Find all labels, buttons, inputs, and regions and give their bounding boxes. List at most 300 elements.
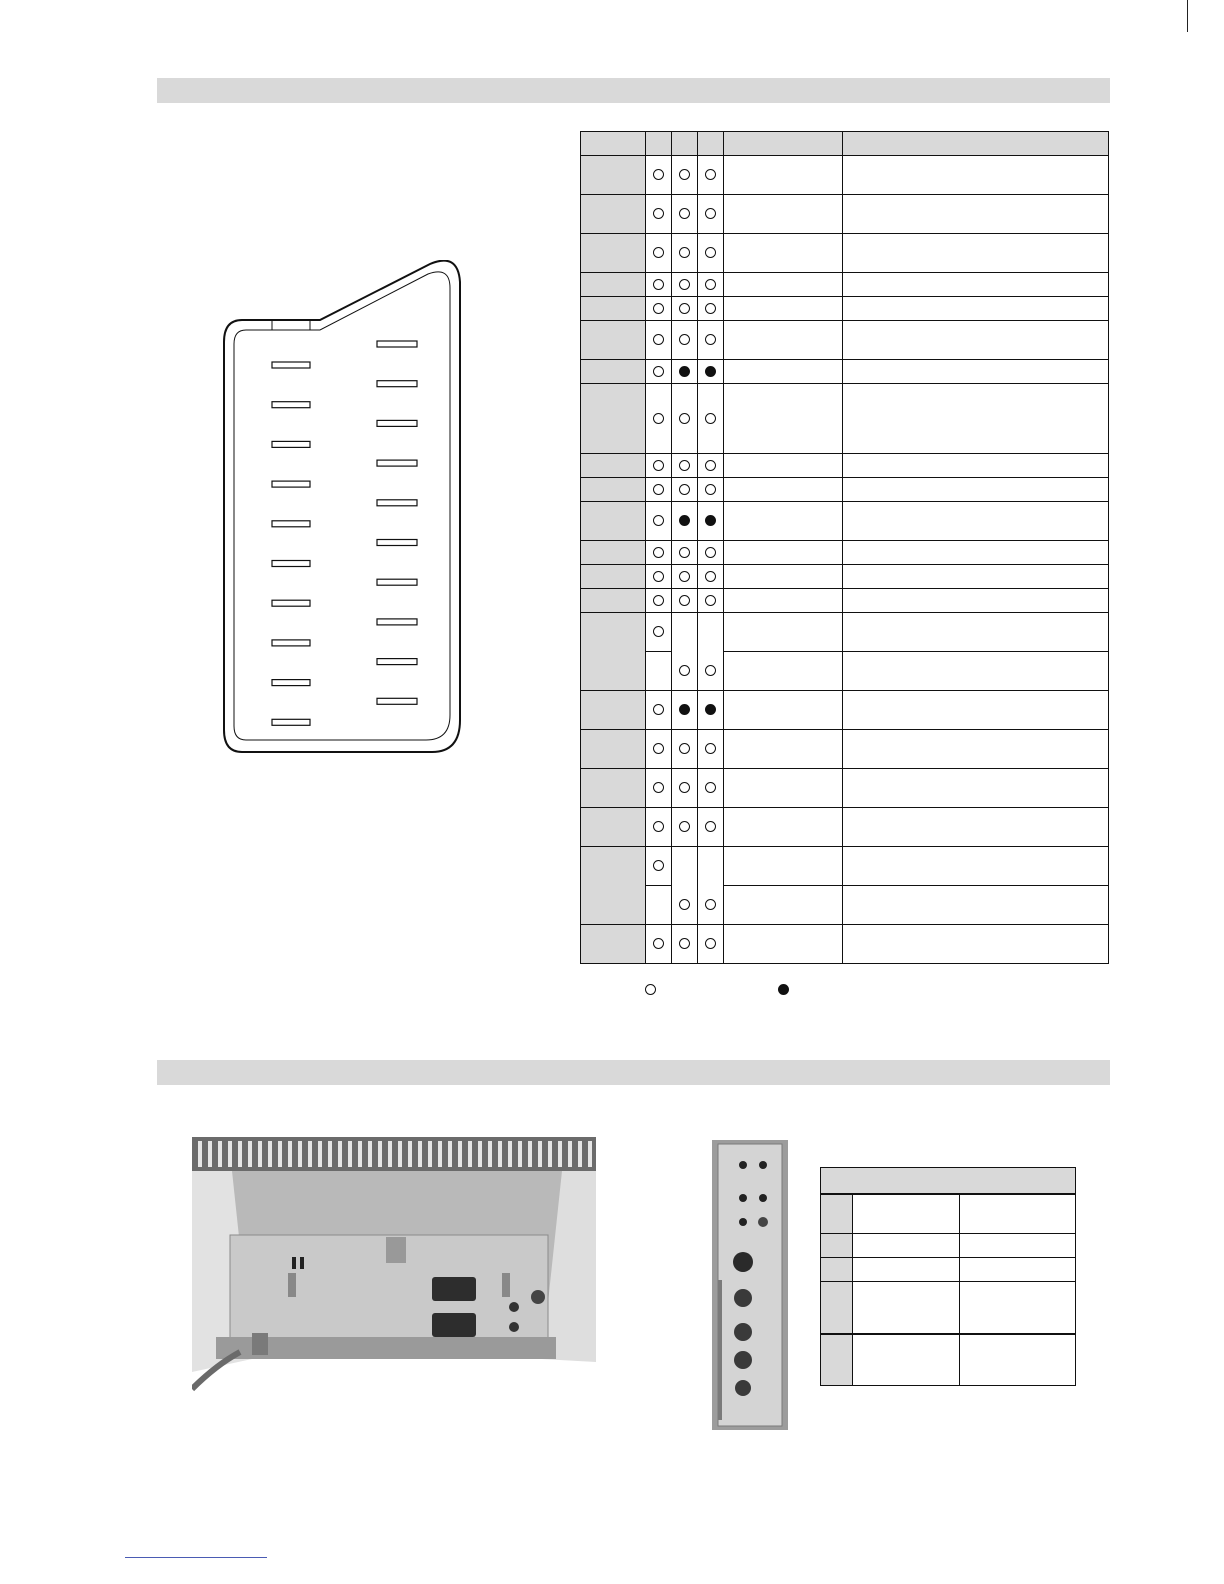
vent-slot <box>508 1141 512 1167</box>
open-dot-icon <box>679 595 690 606</box>
open-dot-icon <box>705 595 716 606</box>
cell-description <box>843 886 1109 925</box>
scart-pin-slot <box>272 402 310 408</box>
filled-dot-icon <box>679 515 690 526</box>
cell-mode-2 <box>672 613 698 652</box>
open-dot-icon <box>653 743 664 754</box>
vent-slot <box>318 1141 322 1167</box>
open-dot-icon <box>705 334 716 345</box>
side-button-3 <box>739 1218 747 1226</box>
cell-signal <box>724 384 843 454</box>
open-dot-icon <box>679 547 690 558</box>
connector-table-title-row <box>821 1168 1076 1195</box>
cell-mode-3 <box>698 454 724 478</box>
cell-signal <box>724 730 843 769</box>
section-header-bar-connections <box>157 1060 1110 1085</box>
cell-pin-number <box>581 321 646 360</box>
scart-pin-slot <box>377 698 417 704</box>
cell-signal <box>724 273 843 297</box>
open-dot-icon <box>679 413 690 424</box>
tv-rear-panel-photo <box>192 1137 596 1405</box>
header-cell-connector <box>853 1194 960 1234</box>
cell-mode-2 <box>672 652 698 691</box>
table-row <box>581 384 1109 454</box>
header-cell-mode-3 <box>698 132 724 156</box>
vent-slot <box>428 1141 432 1167</box>
vent-slot <box>548 1141 552 1167</box>
vent-slot <box>448 1141 452 1167</box>
cell-mode-3 <box>698 156 724 195</box>
cell-signal <box>724 321 843 360</box>
cell-description <box>843 847 1109 886</box>
cell-description <box>843 652 1109 691</box>
table-row <box>581 847 1109 886</box>
scart-pin-slot <box>377 659 417 665</box>
cell-pin-number <box>581 808 646 847</box>
cell-mode-3 <box>698 297 724 321</box>
open-dot-icon <box>705 821 716 832</box>
cell-spec <box>960 1334 1076 1386</box>
scart-pin-slot <box>272 481 310 487</box>
filled-dot-icon <box>679 366 690 377</box>
filled-dot-icon <box>679 704 690 715</box>
cell-pin-number <box>581 730 646 769</box>
cell-pin-number <box>581 769 646 808</box>
open-dot-icon <box>653 247 664 258</box>
scart-pin-slot <box>272 362 310 368</box>
vent-slot <box>538 1141 542 1167</box>
vent-slot <box>278 1141 282 1167</box>
cell-signal <box>724 195 843 234</box>
open-dot-icon <box>705 938 716 949</box>
table-row <box>581 769 1109 808</box>
open-dot-icon <box>653 782 664 793</box>
open-dot-icon <box>679 208 690 219</box>
table-row <box>581 478 1109 502</box>
cell-mode-2 <box>672 454 698 478</box>
table-row <box>581 541 1109 565</box>
cell-spec <box>960 1282 1076 1334</box>
cell-description <box>843 541 1109 565</box>
side-led-1 <box>739 1161 747 1169</box>
cell-signal <box>724 769 843 808</box>
open-dot-icon <box>653 334 664 345</box>
table-row <box>581 502 1109 541</box>
vent-slot <box>498 1141 502 1167</box>
cell-mode-2 <box>672 730 698 769</box>
cell-description <box>843 297 1109 321</box>
vent-slot <box>218 1141 222 1167</box>
scart-pin-slot <box>377 341 417 347</box>
cell-mode-1 <box>646 454 672 478</box>
cell-mode-3 <box>698 565 724 589</box>
open-dot-icon <box>705 743 716 754</box>
open-dot-icon <box>653 484 664 495</box>
antenna-socket <box>531 1290 545 1304</box>
vent-slot <box>348 1141 352 1167</box>
open-dot-icon <box>705 547 716 558</box>
cell-mode-3 <box>698 886 724 925</box>
filled-dot-icon <box>705 515 716 526</box>
scart-pin-slot <box>272 600 310 606</box>
cell-signal <box>724 360 843 384</box>
scart-pin-column-right <box>377 341 417 704</box>
cell-mode-3 <box>698 273 724 297</box>
cell-number <box>821 1334 853 1386</box>
open-dot-icon <box>653 547 664 558</box>
cell-mode-1 <box>646 297 672 321</box>
cell-mode-1 <box>646 769 672 808</box>
cell-description <box>843 589 1109 613</box>
scart-pin-slot <box>377 540 417 546</box>
cell-mode-1 <box>646 360 672 384</box>
cell-pin-number <box>581 589 646 613</box>
table-row <box>581 925 1109 964</box>
table-row <box>581 234 1109 273</box>
scart-socket-1 <box>432 1277 476 1301</box>
open-dot-icon <box>705 571 716 582</box>
cell-mode-2 <box>672 195 698 234</box>
vent-slot <box>558 1141 562 1167</box>
open-dot-icon <box>653 626 664 637</box>
cell-mode-2 <box>672 273 698 297</box>
scart-pin-column-left <box>272 362 310 725</box>
open-dot-icon <box>653 938 664 949</box>
cell-mode-3 <box>698 847 724 886</box>
scart-pin-slot <box>272 521 310 527</box>
open-dot-icon <box>705 413 716 424</box>
scart-pin-slot <box>377 500 417 506</box>
vent-slot <box>588 1141 592 1167</box>
cell-pin-number <box>581 847 646 925</box>
cell-mode-3 <box>698 502 724 541</box>
table-row <box>581 195 1109 234</box>
cell-signal <box>724 541 843 565</box>
cell-description <box>843 925 1109 964</box>
vent-slot <box>578 1141 582 1167</box>
cell-mode-1 <box>646 541 672 565</box>
side-connector-table <box>820 1167 1076 1386</box>
side-led-2 <box>759 1161 767 1169</box>
footer-link-underline <box>125 1557 267 1558</box>
table-row <box>821 1334 1076 1386</box>
cell-mode-3 <box>698 195 724 234</box>
table-row <box>581 613 1109 652</box>
table-row <box>581 273 1109 297</box>
cell-mode-3 <box>698 589 724 613</box>
open-dot-icon <box>653 303 664 314</box>
vent-slot <box>208 1141 212 1167</box>
filled-dot-icon <box>705 704 716 715</box>
scart-socket-2 <box>432 1313 476 1337</box>
header-cell-number <box>821 1194 853 1234</box>
cell-mode-3 <box>698 384 724 454</box>
vent-slot <box>338 1141 342 1167</box>
cell-mode-1 <box>646 808 672 847</box>
scart-pin-slot <box>272 640 310 646</box>
open-dot-icon <box>705 899 716 910</box>
cell-spec <box>960 1234 1076 1258</box>
table-row <box>581 454 1109 478</box>
cell-mode-2 <box>672 886 698 925</box>
cell-mode-1 <box>646 321 672 360</box>
cell-mode-3 <box>698 478 724 502</box>
cell-pin-number <box>581 297 646 321</box>
header-cell-description <box>843 132 1109 156</box>
vent-slot <box>248 1141 252 1167</box>
cell-mode-2 <box>672 565 698 589</box>
vent-slot <box>228 1141 232 1167</box>
cell-signal <box>724 565 843 589</box>
svideo-input <box>733 1252 753 1272</box>
vent-slot <box>458 1141 462 1167</box>
cell-mode-1 <box>646 847 672 886</box>
cell-mode-2 <box>672 691 698 730</box>
open-dot-icon <box>653 571 664 582</box>
cell-mode-2 <box>672 297 698 321</box>
table-row <box>581 297 1109 321</box>
cell-mode-2 <box>672 925 698 964</box>
cell-signal <box>724 886 843 925</box>
cell-mode-1 <box>646 565 672 589</box>
cell-signal <box>724 925 843 964</box>
table-row <box>581 730 1109 769</box>
connector-table-title <box>821 1168 1076 1195</box>
cell-mode-2 <box>672 589 698 613</box>
open-dot-icon <box>705 279 716 290</box>
vent-slot <box>388 1141 392 1167</box>
section-header-bar-scart <box>157 78 1110 103</box>
scart-pin-slot <box>377 460 417 466</box>
cell-description <box>843 691 1109 730</box>
vent-slot <box>298 1141 302 1167</box>
cell-description <box>843 360 1109 384</box>
open-dot-icon <box>679 484 690 495</box>
vent-slot <box>198 1141 202 1167</box>
scart-outline-outer <box>224 261 460 752</box>
cell-connector <box>853 1258 960 1282</box>
legend-filled-dot-icon <box>778 984 789 995</box>
cell-description <box>843 613 1109 652</box>
open-dot-icon <box>705 208 716 219</box>
open-dot-icon <box>653 460 664 471</box>
cell-mode-1 <box>646 384 672 454</box>
cell-description <box>843 730 1109 769</box>
cell-description <box>843 478 1109 502</box>
cell-description <box>843 273 1109 297</box>
open-dot-icon <box>653 515 664 526</box>
open-dot-icon <box>679 899 690 910</box>
cell-mode-2 <box>672 847 698 886</box>
cell-signal <box>724 847 843 886</box>
open-dot-icon <box>679 821 690 832</box>
scart-pin-slot <box>272 680 310 686</box>
vent-slot <box>478 1141 482 1167</box>
scart-pin-table <box>580 131 1109 964</box>
cell-mode-3 <box>698 321 724 360</box>
open-dot-icon <box>653 169 664 180</box>
scart-pin-slot <box>272 719 310 725</box>
cell-mode-2 <box>672 769 698 808</box>
cell-connector <box>853 1282 960 1334</box>
cell-connector <box>853 1234 960 1258</box>
scart-pin-slot <box>377 619 417 625</box>
video-input-rca <box>734 1289 752 1307</box>
vent-slot <box>568 1141 572 1167</box>
cell-pin-number <box>581 156 646 195</box>
table-row <box>581 156 1109 195</box>
cell-description <box>843 808 1109 847</box>
table-row <box>581 652 1109 691</box>
cell-pin-number <box>581 613 646 691</box>
side-button-4 <box>758 1217 768 1227</box>
open-dot-icon <box>653 413 664 424</box>
open-dot-icon <box>653 821 664 832</box>
table-header-row <box>581 132 1109 156</box>
cell-mode-1 <box>646 195 672 234</box>
open-dot-icon <box>653 595 664 606</box>
vent-slot <box>468 1141 472 1167</box>
cell-signal <box>724 691 843 730</box>
table-row <box>821 1258 1076 1282</box>
header-cell-spec <box>960 1194 1076 1234</box>
cell-description <box>843 384 1109 454</box>
cell-mode-3 <box>698 652 724 691</box>
cell-description <box>843 321 1109 360</box>
cell-mode-3 <box>698 769 724 808</box>
scart-outline-inner <box>234 272 450 740</box>
vent-slot <box>268 1141 272 1167</box>
vent-slot <box>258 1141 262 1167</box>
cell-pin-number <box>581 925 646 964</box>
vent-slot <box>398 1141 402 1167</box>
vent-slot <box>358 1141 362 1167</box>
table-row <box>821 1282 1076 1334</box>
header-cell-pin <box>581 132 646 156</box>
scart-pin-slot <box>377 420 417 426</box>
tv-side-panel-photo <box>712 1140 788 1430</box>
page-edge-mark <box>1187 0 1188 32</box>
open-dot-icon <box>679 460 690 471</box>
cell-description <box>843 454 1109 478</box>
cell-number <box>821 1258 853 1282</box>
vent-slot <box>238 1141 242 1167</box>
open-dot-icon <box>679 303 690 314</box>
cell-mode-2 <box>672 541 698 565</box>
cell-mode-1 <box>646 273 672 297</box>
vent-slot <box>308 1141 312 1167</box>
cell-mode-3 <box>698 360 724 384</box>
header-cell-signal <box>724 132 843 156</box>
cell-signal <box>724 652 843 691</box>
cell-pin-number <box>581 565 646 589</box>
cell-description <box>843 502 1109 541</box>
cell-mode-3 <box>698 541 724 565</box>
table-row <box>821 1234 1076 1258</box>
scart-pin-slot <box>272 441 310 447</box>
vent-slot <box>328 1141 332 1167</box>
cell-pin-number <box>581 360 646 384</box>
vent-slot <box>488 1141 492 1167</box>
cell-mode-1 <box>646 156 672 195</box>
open-dot-icon <box>653 704 664 715</box>
rca-socket-1 <box>509 1302 519 1312</box>
table-row <box>581 886 1109 925</box>
vent-slot <box>518 1141 522 1167</box>
cell-signal <box>724 297 843 321</box>
cell-mode-3 <box>698 808 724 847</box>
table-row <box>581 360 1109 384</box>
cell-description <box>843 195 1109 234</box>
scart-pin-slot <box>377 381 417 387</box>
cell-pin-number <box>581 502 646 541</box>
cell-mode-1 <box>646 589 672 613</box>
vent-slot <box>378 1141 382 1167</box>
cell-mode-1 <box>646 613 672 652</box>
side-button-1 <box>739 1194 747 1202</box>
cell-description <box>843 234 1109 273</box>
connector-table-header-row <box>821 1194 1076 1234</box>
open-dot-icon <box>679 247 690 258</box>
cell-pin-number <box>581 234 646 273</box>
open-dot-icon <box>653 208 664 219</box>
legend-open-dot-icon <box>645 984 656 995</box>
side-button-2 <box>759 1194 767 1202</box>
headphone-jack <box>735 1380 751 1396</box>
cell-number <box>821 1234 853 1258</box>
cell-mode-2 <box>672 502 698 541</box>
open-dot-icon <box>705 303 716 314</box>
cell-mode-2 <box>672 808 698 847</box>
cell-mode-1 <box>646 886 672 925</box>
header-cell-mode-2 <box>672 132 698 156</box>
cell-signal <box>724 589 843 613</box>
vent-slot <box>368 1141 372 1167</box>
cell-mode-1 <box>646 234 672 273</box>
open-dot-icon <box>705 460 716 471</box>
cell-mode-2 <box>672 360 698 384</box>
cell-mode-1 <box>646 478 672 502</box>
cell-pin-number <box>581 273 646 297</box>
cell-signal <box>724 478 843 502</box>
cell-spec <box>960 1258 1076 1282</box>
table-row <box>581 808 1109 847</box>
table-row <box>581 691 1109 730</box>
cell-signal <box>724 454 843 478</box>
cell-signal <box>724 502 843 541</box>
open-dot-icon <box>679 571 690 582</box>
cell-description <box>843 565 1109 589</box>
cell-mode-2 <box>672 156 698 195</box>
cell-signal <box>724 613 843 652</box>
open-dot-icon <box>679 665 690 676</box>
vent-slot <box>288 1141 292 1167</box>
table-row <box>581 321 1109 360</box>
cell-mode-3 <box>698 691 724 730</box>
cell-mode-1 <box>646 925 672 964</box>
cell-pin-number <box>581 195 646 234</box>
open-dot-icon <box>679 782 690 793</box>
cell-pin-number <box>581 691 646 730</box>
open-dot-icon <box>653 860 664 871</box>
filled-dot-icon <box>705 366 716 377</box>
open-dot-icon <box>653 279 664 290</box>
cell-pin-number <box>581 454 646 478</box>
open-dot-icon <box>705 484 716 495</box>
cell-mode-3 <box>698 730 724 769</box>
cell-mode-2 <box>672 384 698 454</box>
cell-signal <box>724 808 843 847</box>
